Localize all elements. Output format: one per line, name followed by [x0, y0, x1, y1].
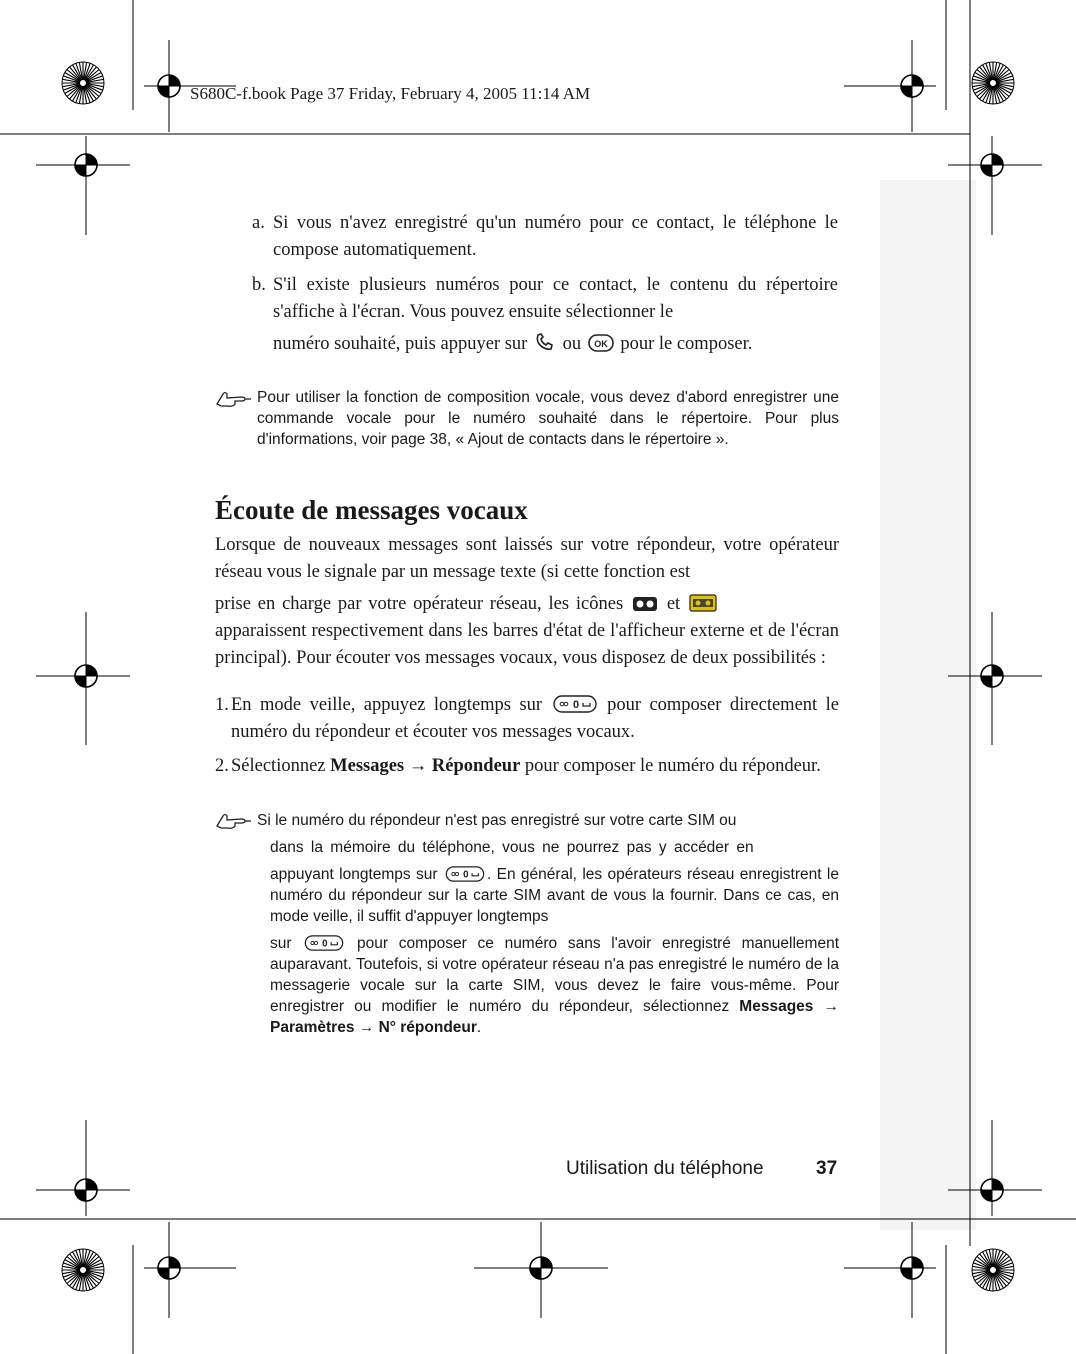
register-mark [844, 1222, 936, 1318]
ok-key-icon [588, 334, 614, 352]
note-voice-dialing: Pour utiliser la fonction de composition vocale, vous devez d'abord enregistrer une commande vocale pour le numéro souhaité dans le répertoire. Pour plus d'informations, voir page 38, « Ajout de contacts dans le répertoire ». [257, 389, 839, 448]
starburst-mark [972, 62, 1014, 104]
svg-text:OK: OK [593, 339, 608, 349]
svg-text:0: 0 [463, 869, 469, 881]
register-mark [844, 40, 936, 132]
page-number: 37 [816, 1158, 838, 1179]
register-mark [36, 1120, 130, 1216]
starburst-mark [62, 1249, 104, 1291]
register-mark [474, 1222, 608, 1318]
starburst-mark [972, 1249, 1014, 1291]
register-mark [36, 136, 130, 235]
voicemail-zero-key-icon [304, 935, 344, 951]
list-item-text-line: numéro souhaité, puis appuyer sur ou OK pour le composer. [273, 334, 753, 354]
section-intro: Lorsque de nouveaux messages sont laissés sur votre répondeur, votre opérateur réseau vous le signale par un message texte (si cette fonction est prise en charge par votre opérateur réseau, les icônes et apparaissent respectivement dans les barres d'état de l'afficheur externe et de l'écran principal). Pour écouter vos messages vocaux, vous disposez de deux possibilités : [215, 535, 839, 668]
list-item-text: S'il existe plusieurs numéros pour ce contact, le contenu du répertoire s'affiche à l'écran. Vous pouvez ensuite sélectionner le [273, 275, 838, 322]
svg-text:0: 0 [322, 938, 328, 950]
list-item-1: 1. En mode veille, appuyez longtemps sur 0 pour composer directement le numéro du répondeur et écouter vos messages vocaux. [215, 695, 840, 742]
voicemail-tape-icon [632, 596, 658, 612]
note-voicemail: Si le numéro du répondeur n'est pas enregistré sur votre carte SIM ou dans la mémoire du téléphone, vous ne pourrez pas y accéder en appuyant longtemps sur 0 . En général, les opérateurs réseau enregistrent le numéro du répondeur sur la carte SIM avant de vous la fournir. Dans ce cas, en mode veille, il suffit d'appuyer longtemps sur 0 pour composer ce numéro sans l'avoir enregistré manuellement auparavant. Toutefois, si votre opérateur réseau n'a pas enregistré le numéro de la messagerie vocale sur la carte SIM, vous devez le faire vous-même. Pour enregistrer ou modifier le numéro du répondeur, sélectionnez Messages → Paramètres → N° répondeur. [257, 812, 840, 1036]
pointing-hand-icon [215, 390, 253, 408]
svg-text:0: 0 [572, 699, 579, 711]
section-title: Écoute de messages vocaux [215, 495, 528, 525]
voicemail-zero-key-icon [553, 695, 597, 713]
voicemail-zero-key-icon [445, 866, 485, 882]
starburst-mark [62, 62, 104, 104]
list-item-a: a. Si vous n'avez enregistré qu'un numéro pour ce contact, le téléphone le compose automatiquement. [252, 210, 838, 264]
print-slug: S680C-f.book Page 37 Friday, February 4, 2005 11:14 AM [190, 84, 591, 103]
list-item-b: b. S'il existe plusieurs numéros pour ce contact, le contenu du répertoire s'affiche à l'écran. Vous pouvez ensuite sélectionner le numéro souhaité, puis appuyer sur ou OK pour le composer. [252, 272, 838, 358]
pointing-hand-icon [215, 812, 253, 830]
list-item-2: 2. Sélectionnez Messages → Répondeur pour composer le numéro du répondeur. [215, 756, 821, 776]
list-item-text: Si vous n'avez enregistré qu'un numéro pour ce contact, le téléphone le compose automatiquement. [273, 213, 838, 260]
footer-chapter: Utilisation du téléphone [566, 1158, 764, 1179]
voicemail-tape-color-icon [689, 594, 717, 612]
register-mark [144, 1222, 236, 1318]
call-send-key-icon [534, 332, 556, 352]
register-mark [36, 612, 130, 745]
